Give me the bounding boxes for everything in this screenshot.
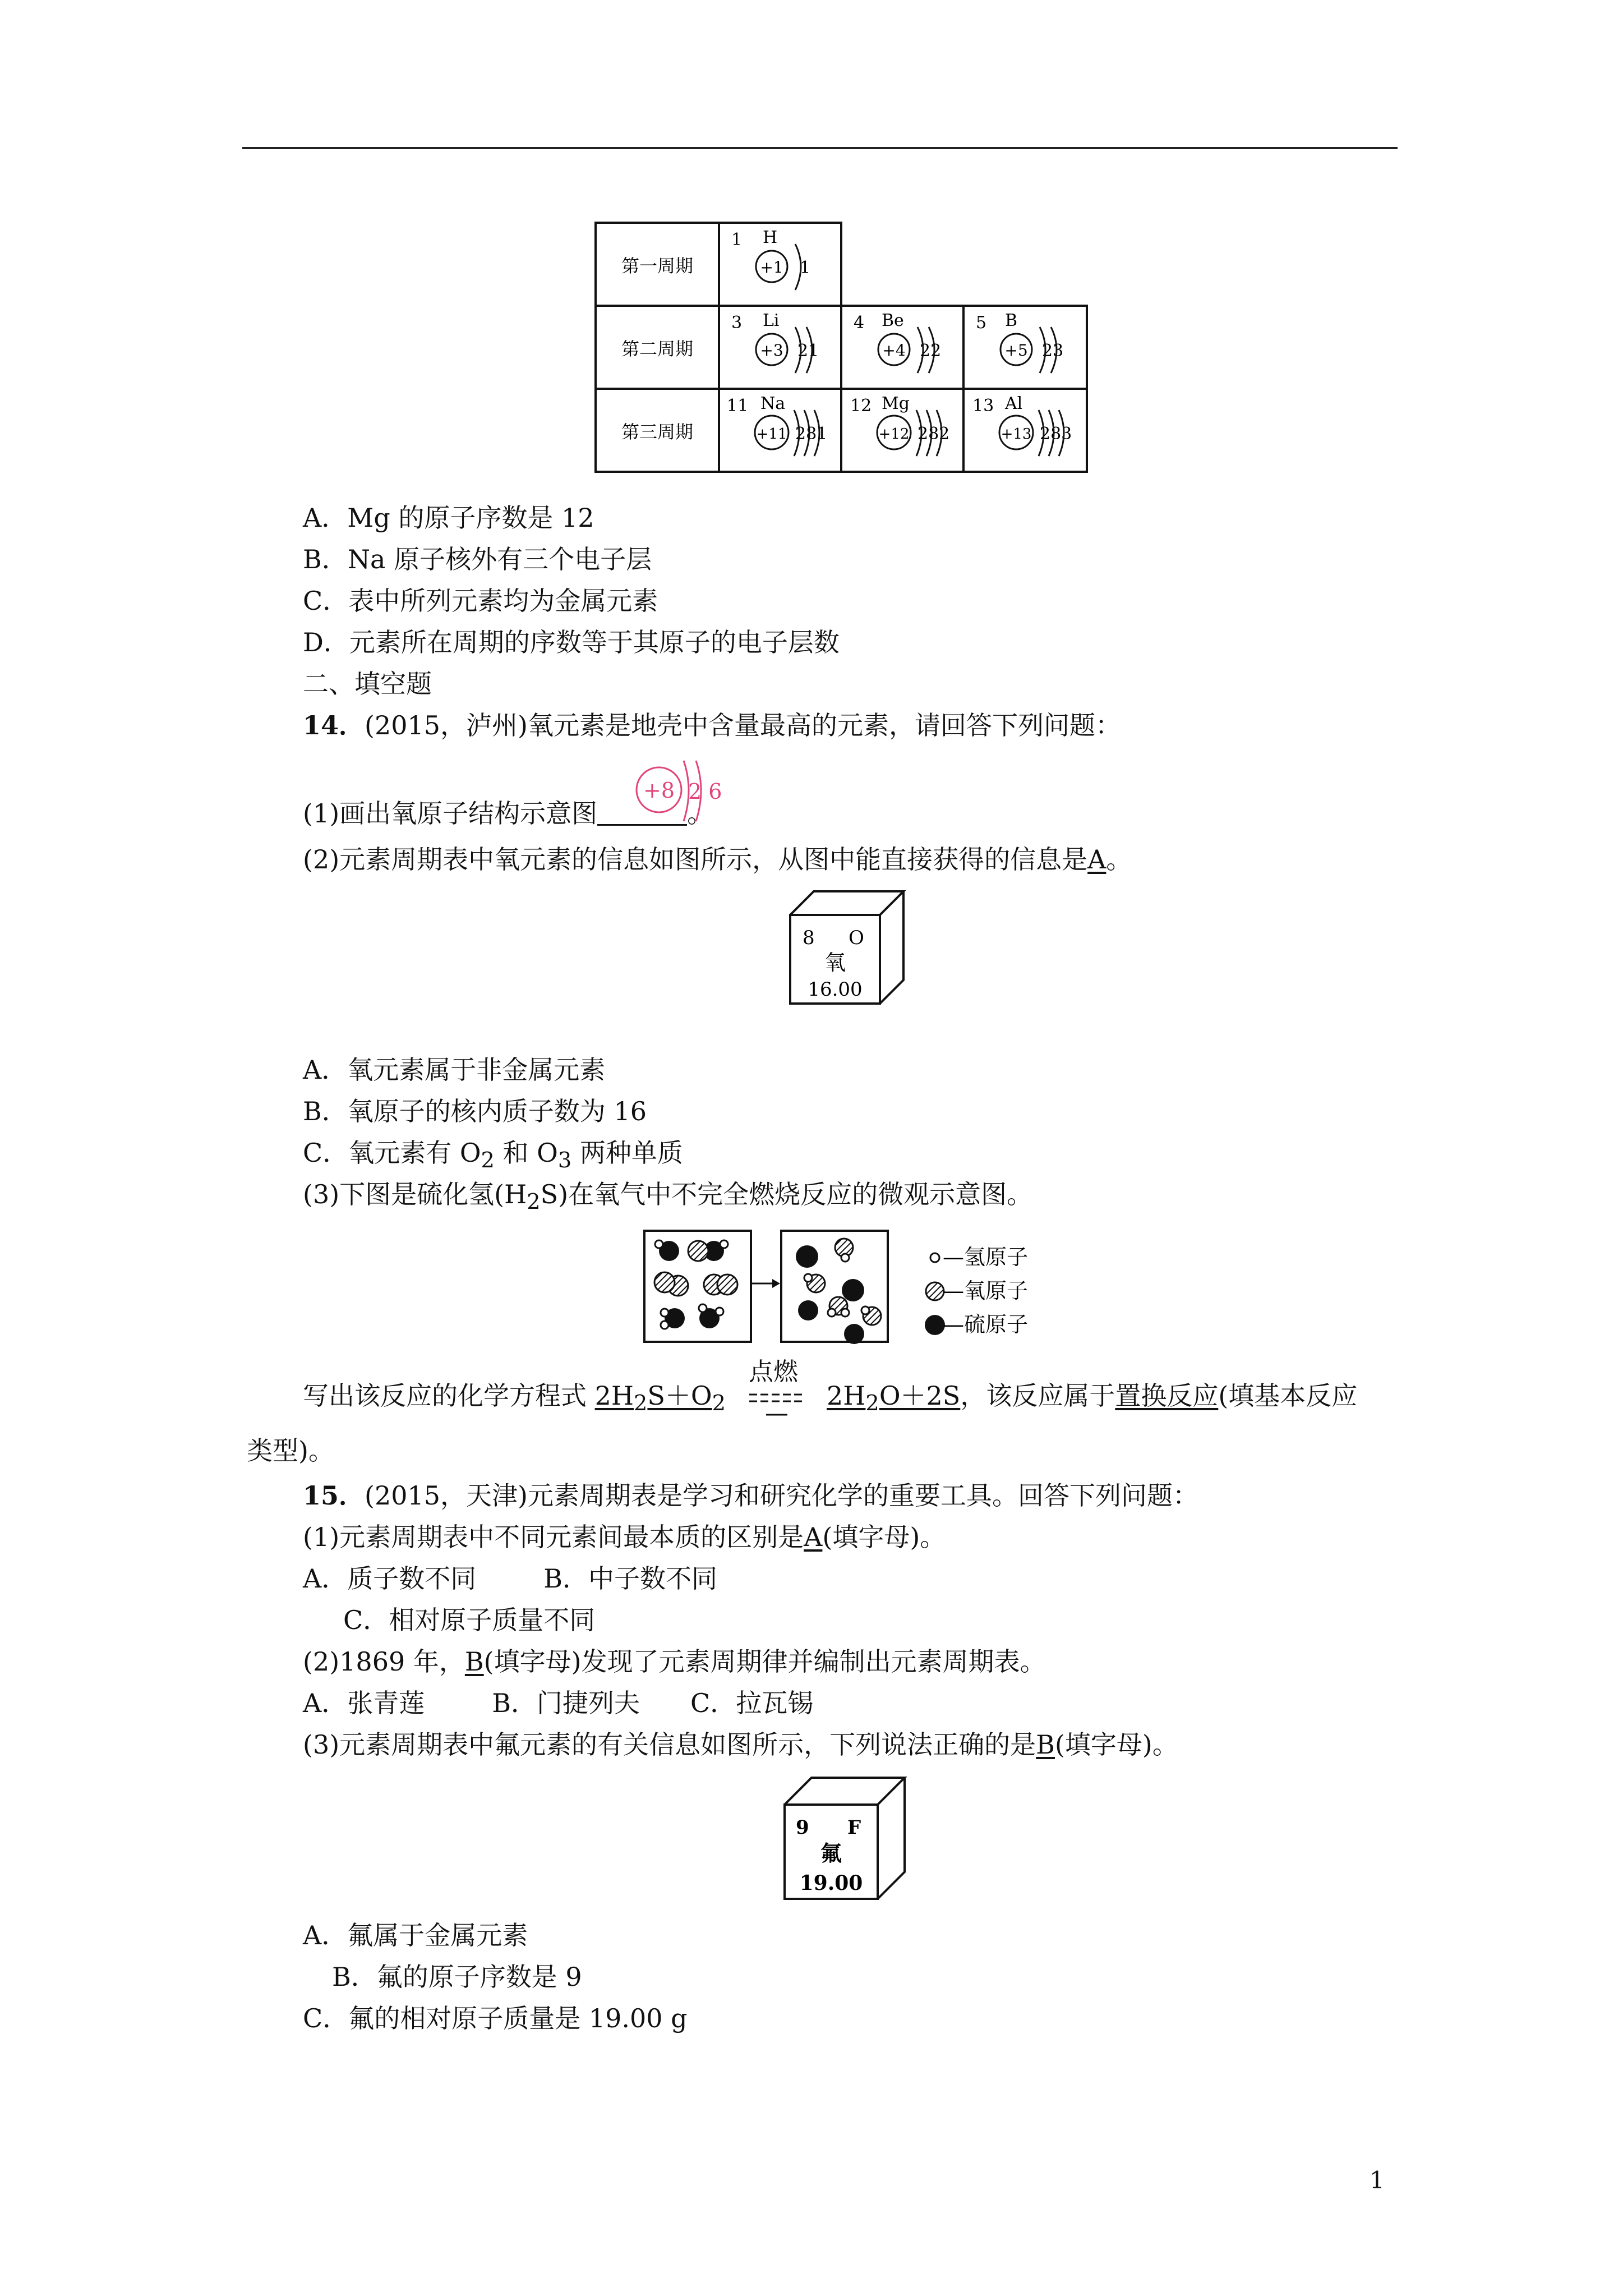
svg-text:Al: Al bbox=[1005, 394, 1023, 413]
svg-text:11: 11 bbox=[727, 396, 749, 416]
atom-cell-be bbox=[854, 311, 941, 373]
q14-part2-answer: A bbox=[1087, 844, 1106, 875]
section-title: 二、填空题 bbox=[303, 669, 432, 699]
header-rule bbox=[242, 147, 1398, 149]
svg-text:Li: Li bbox=[763, 311, 780, 330]
q13-option-b: B．Na 原子核外有三个电子层 bbox=[303, 544, 652, 574]
atom-cell-b bbox=[976, 311, 1063, 373]
svg-text:3: 3 bbox=[731, 313, 743, 333]
atom-cell-al bbox=[972, 394, 1072, 456]
svg-text:氧: 氧 bbox=[824, 950, 846, 975]
svg-text:+12: +12 bbox=[878, 426, 910, 443]
reaction-type-answer: 置换反应 bbox=[1115, 1381, 1219, 1411]
svg-text:23: 23 bbox=[1042, 341, 1064, 361]
svg-text:+1: +1 bbox=[760, 258, 783, 277]
q14-equation-line-2: 类型)。 bbox=[247, 1435, 334, 1466]
svg-text:13: 13 bbox=[972, 396, 994, 416]
fluorine-element-tile bbox=[782, 1775, 911, 1902]
svg-text:16.00: 16.00 bbox=[808, 978, 863, 1001]
q15-part1: (1)元素周期表中不同元素间最本质的区别是A(填字母)。 bbox=[303, 1522, 946, 1552]
svg-text:12: 12 bbox=[850, 396, 872, 416]
atom-cell-na bbox=[727, 394, 827, 456]
atom-cell-mg bbox=[850, 394, 949, 456]
q14-stem: 14．(2015，泸州)氧元素是地壳中含量最高的元素，请回答下列问题： bbox=[303, 710, 1121, 740]
svg-text:Na: Na bbox=[760, 394, 786, 413]
period-label-2: 第二周期 bbox=[621, 338, 694, 360]
q15-part1-option-c: C．相对原子质量不同 bbox=[343, 1605, 596, 1635]
svg-text:O: O bbox=[849, 927, 864, 949]
atom-cell-li bbox=[731, 311, 819, 373]
q15-part1-answer: A bbox=[804, 1522, 823, 1552]
reaction-micro-diagram bbox=[642, 1228, 1080, 1346]
page-number: 1 bbox=[1370, 2166, 1385, 2194]
q14-option-b: B．氧原子的核内质子数为 16 bbox=[303, 1096, 647, 1126]
q15-part2-options: A．张青莲 B．门捷列夫 C．拉瓦锡 bbox=[303, 1688, 814, 1718]
svg-text:+11: +11 bbox=[756, 426, 787, 443]
legend-oxygen: —氧原子 bbox=[943, 1278, 1029, 1303]
q15-part3: (3)元素周期表中氟元素的有关信息如图所示，下列说法正确的是B(填字母)。 bbox=[303, 1729, 1178, 1760]
svg-text:21: 21 bbox=[797, 341, 819, 361]
equation-equals-sign bbox=[746, 1387, 808, 1420]
svg-text:4: 4 bbox=[854, 313, 865, 333]
svg-text:282: 282 bbox=[917, 424, 950, 444]
svg-text:氟: 氟 bbox=[820, 1841, 842, 1866]
q15-part2-answer: B bbox=[464, 1646, 484, 1677]
q14-equation-line: 写出该反应的化学方程式 $2H_2S+O_2$ $2H_2O+2S$，该反应属于置换反应(填基本反应 bbox=[303, 1381, 1358, 1416]
q15-option-c: C．氟的相对原子质量是 19.00 g bbox=[303, 2003, 688, 2033]
period-label-3: 第三周期 bbox=[621, 421, 694, 443]
svg-text:Be: Be bbox=[882, 311, 904, 330]
q13-option-c: C．表中所列元素均为金属元素 bbox=[303, 586, 658, 616]
q15-stem: 15．(2015，天津)元素周期表是学习和研究化学的重要工具。回答下列问题： bbox=[303, 1480, 1198, 1511]
q13-option-a: A．Mg 的原子序数是 12 bbox=[303, 503, 594, 533]
oxygen-element-tile bbox=[788, 889, 911, 1007]
svg-text:19.00: 19.00 bbox=[799, 1871, 863, 1895]
q15-part3-answer: B bbox=[1036, 1729, 1055, 1760]
svg-text:+5: +5 bbox=[1004, 341, 1028, 360]
svg-text:283: 283 bbox=[1040, 424, 1072, 444]
svg-text:22: 22 bbox=[920, 341, 942, 361]
svg-text:+3: +3 bbox=[760, 341, 783, 360]
legend-hydrogen: —氢原子 bbox=[943, 1245, 1029, 1269]
svg-text:+13: +13 bbox=[1000, 426, 1032, 443]
q14-part1: (1)画出氧原子结构示意图 。 bbox=[303, 798, 713, 829]
periodic-table-figure bbox=[594, 222, 1099, 477]
svg-text:1: 1 bbox=[731, 230, 743, 250]
svg-text:2 6: 2 6 bbox=[688, 779, 722, 804]
q15-option-a: A．氟属于金属元素 bbox=[303, 1920, 528, 1950]
svg-text:281: 281 bbox=[795, 424, 828, 444]
q14-part3: (3)下图是硫化氢$(H_2S)$在氧气中不完全燃烧反应的微观示意图。 bbox=[303, 1179, 1033, 1215]
equation-condition: 点燃 bbox=[749, 1358, 798, 1386]
svg-text:H: H bbox=[763, 228, 778, 247]
period-label-1: 第一周期 bbox=[621, 255, 694, 277]
q14-option-c: C．氧元素有 $O_2$ 和 $O_3$ 两种单质 bbox=[303, 1138, 683, 1174]
svg-text:9: 9 bbox=[796, 1816, 809, 1839]
q13-option-d: D．元素所在周期的序数等于其原子的电子层数 bbox=[303, 627, 840, 657]
q14-part2: (2)元素周期表中氧元素的信息如图所示，从图中能直接获得的信息是A。 bbox=[303, 844, 1132, 875]
svg-text:+8: +8 bbox=[643, 778, 675, 803]
svg-text:Mg: Mg bbox=[882, 394, 910, 413]
svg-text:+4: +4 bbox=[882, 341, 906, 360]
legend-sulfur: —硫原子 bbox=[943, 1312, 1029, 1337]
oxygen-structure-diagram bbox=[631, 752, 726, 836]
q14-option-a: A．氧元素属于非金属元素 bbox=[303, 1055, 606, 1085]
svg-text:8: 8 bbox=[803, 927, 815, 949]
q15-part1-options: A．质子数不同 B．中子数不同 bbox=[303, 1563, 718, 1594]
svg-text:1: 1 bbox=[800, 258, 811, 278]
atom-cell-h bbox=[731, 228, 810, 290]
svg-text:F: F bbox=[847, 1816, 861, 1839]
svg-text:B: B bbox=[1005, 311, 1018, 330]
q15-option-b: B．氟的原子序数是 9 bbox=[332, 1962, 582, 1992]
q15-part2: (2)1869 年，B(填字母)发现了元素周期律并编制出元素周期表。 bbox=[303, 1646, 1046, 1677]
svg-text:5: 5 bbox=[976, 313, 987, 333]
